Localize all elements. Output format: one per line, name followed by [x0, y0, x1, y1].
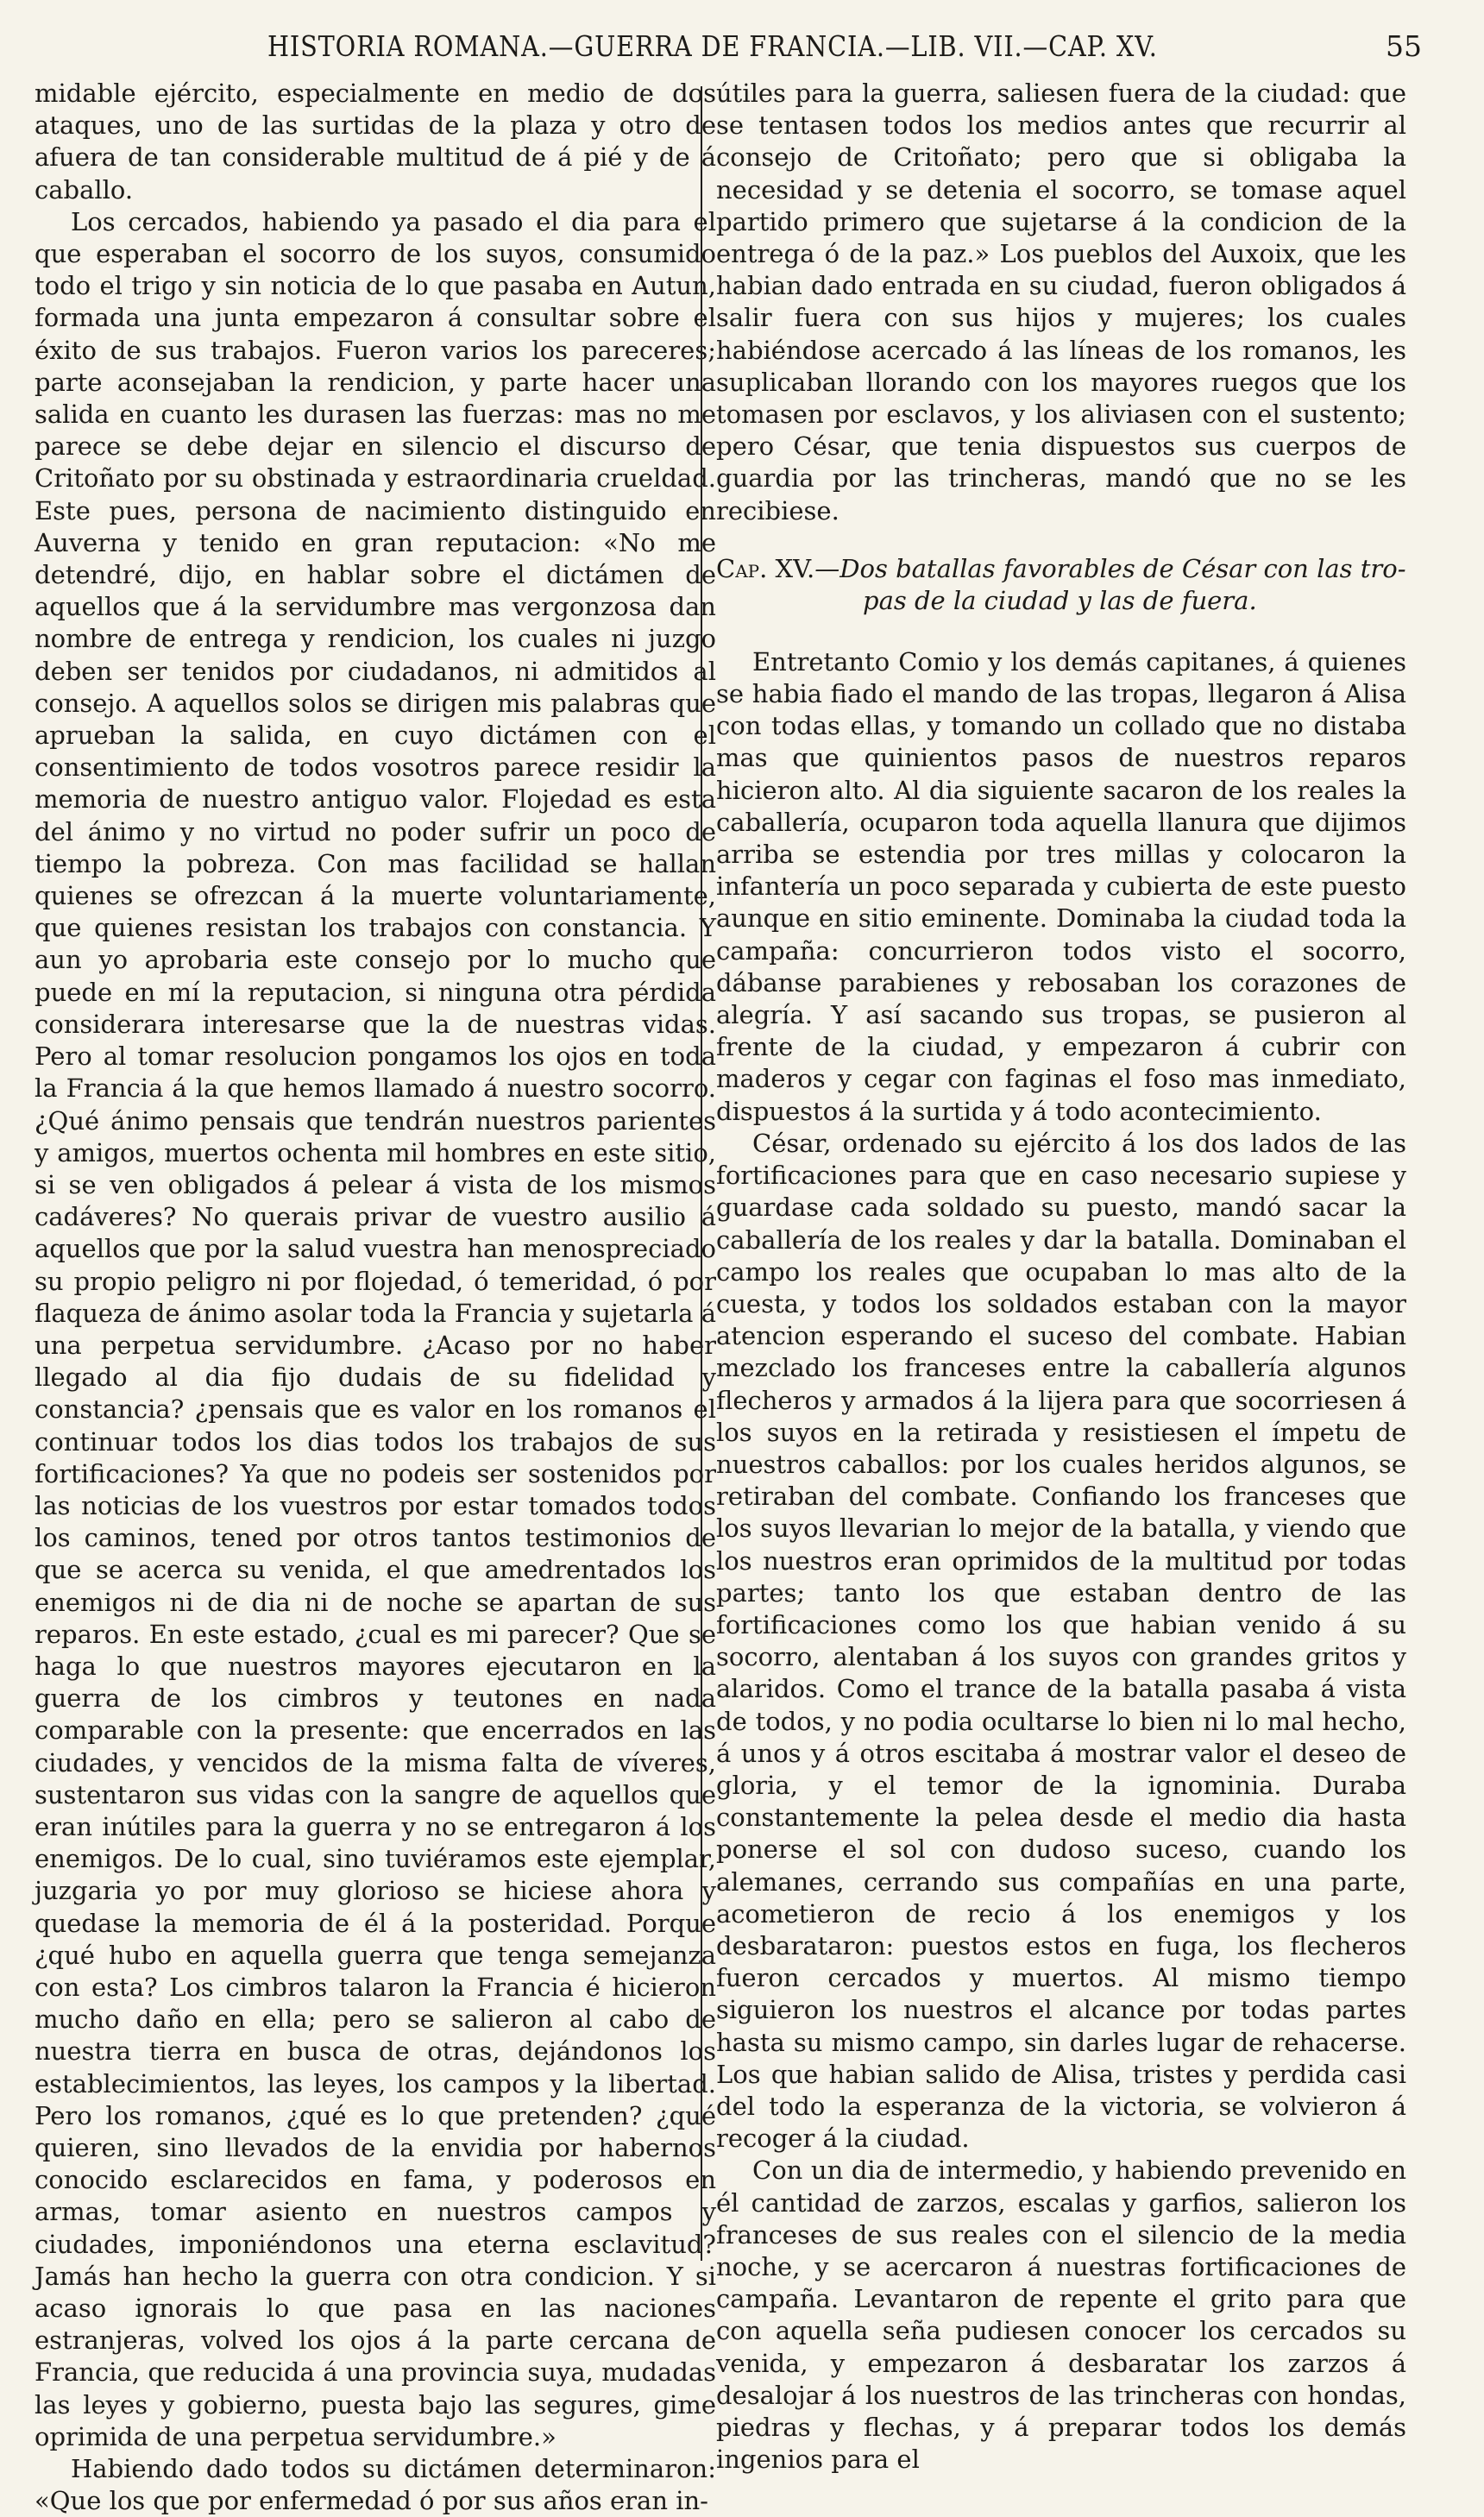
page-header [0, 17, 1484, 69]
paragraph: Los cercados, habiendo ya pasado el dia para el que esperaban el socorro de los suyos, consumido todo el trigo y sin noticia de lo que pasaba en Autun, formada una junta empezaron á consultar sobre el éxito de sus trabajos. Fueron varios los pareceres; parte aconsejaban la rendicion, y parte hacer una salida en cuanto les durasen las fuerzas: mas no me parece se debe dejar en silencio el discurso de Critoñato por su obstinada y estraordinaria crueldad. Este pues, persona de nacimiento distinguido en Auverna y tenido en gran reputacion: «No me detendré, dijo, en hablar sobre el dictámen de aquellos que á la servidumbre mas vergonzosa dan nombre de entrega y rendicion, los cuales ni juzgo deben ser tenidos por ciudadanos, ni admitidos al consejo. A aquellos solos se dirigen mis palabras que aprueban la salida, en cuyo dictámen con el consentimiento de todos vosotros parece residir la memoria de nuestro antiguo valor. Flojedad es esta del ánimo y no virtud no poder sufrir un poco de tiempo la pobreza. Con mas facilidad se hallan quienes se ofrezcan á la muerte voluntariamente, que quienes resistan los trabajos con constancia. Y aun yo aprobaria este consejo por lo mucho que puede en mí la reputacion, si ninguna otra pérdida considerara interesarse que la de nuestras vidas. Pero al tomar resolucion pongamos los ojos en toda la Francia á la que hemos llamado á nuestro socorro. ¿Qué ánimo pensais que tendrán nuestros parientes y amigos, muertos ochenta mil hombres en este sitio, si se ven obligados á pelear á vista de los mismos cadáveres? No querais privar de vuestro ausilio á aquellos que por la salud vuestra han menospreciado su propio peligro ni por flojedad, ó temeridad, ó por flaqueza de ánimo asolar toda la Francia y sujetarla á una perpetua servidumbre. ¿Acaso por no haber llegado al dia fijo dudais de su fidelidad y constancia? ¿pensais que es valor en los romanos el continuar todos los dias todos los trabajos de sus fortificaciones? Ya que no podeis ser sostenidos por las noticias de los vuestros por estar tomados todos los caminos, tened por otros tantos testimonios de que se acerca su venida, el que amedrentados los enemigos ni de dia ni de noche se apartan de sus reparos. En este estado, ¿cual es mi parecer? Que se haga lo que nuestros mayores ejecutaron en la guerra de los cimbros y teutones en nada comparable con la presente: que encerrados en las ciudades, y vencidos de la misma falta de víveres, sustentaron sus vidas con la sangre de aquellos que eran inútiles para la guerra y no se entregaron á los enemigos. De lo cual, sino tuviéramos este ejemplar, juzgaria yo por muy glorioso se hiciese ahora y quedase la memoria de él á la posteridad. Porque ¿qué hubo en aquella guerra que tenga semejanza con esta? Los cimbros talaron la Francia é hicieron mucho daño en ella; pero se salieron al cabo de nuestra tierra en busca de otras, dejándonos los establecimientos, las leyes, los campos y la libertad. Pero los romanos, ¿qué es lo que pretenden? ¿qué quieren, sino llevados de la envidia por habernos conocido esclarecidos en fama, y poderosos en armas, tomar asiento en nuestros campos y ciudades, imponiéndonos una eterna esclavitud? Jamás han hecho la guerra con otra condicion. Y si acaso ignorais lo que pasa en las naciones estranjeras, volved los ojos á la parte cercana de Francia, que reducida á una provincia suya, mudadas las leyes y gobierno, puesta bajo las segures, gime oprimida de una perpetua servidumbre.» [35, 206, 716, 2451]
paragraph: Entretanto Comio y los demás capitanes, á quienes se habia fiado el mando de las tropas, llegaron á Alisa con todas ellas, y tomando un collado que no distaba mas que quinientos pasos de nuestros reparos hicieron alto. Al dia siguiente sacaron de los reales la caballería, ocuparon toda aquella llanura que dijimos arriba se estendia por tres millas y colocaron la infantería un poco separada y cubierta de este puesto aunque en sitio eminente. Dominaba la ciudad toda la campaña: concurrieron todos visto el socorro, dábanse parabienes y rebosaban los corazones de alegría. Y así sacando sus tropas, se pusieron al frente de la ciudad, y empezaron á cubrir con maderos y cegar con faginas el foso mas inmediato, dispuestos á la surtida y á todo acontecimiento. [716, 646, 1406, 1126]
running-title: HISTORIA ROMANA.—GUERRA DE FRANCIA.—LIB. VII.—CAP. XV. [267, 29, 1158, 63]
chapter-heading [716, 553, 1406, 617]
paragraph: útiles para la guerra, saliesen fuera de la ciudad: que se tentasen todos los medios antes que recurrir al consejo de Critoñato; pero que si obligaba la necesidad y se detenia el socorro, se tomase aquel partido primero que sujetarse á la condicion de la entrega ó de la paz.» Los pueblos del Auxoix, que les habian dado entrada en su ciudad, fueron obligados á salir fuera con sus hijos y mujeres; los cuales habiéndose acercado á las líneas de los romanos, les suplicaban llorando con los mayores ruegos que los tomasen por esclavos, y los aliviasen con el sustento; pero César, que tenia dispuestos sus cuerpos de guardia por las trincheras, mandó que no se les recibiese. [716, 79, 1406, 525]
right-column [716, 78, 1406, 2476]
paragraph: Habiendo dado todos su dictámen determinaron: «Que los que por enfermedad ó por sus años eran in- [35, 2454, 716, 2516]
paragraph: César, ordenado su ejército á los dos lados de las fortificaciones para que en caso necesario supiese y guardase cada soldado su puesto, mandó sacar la caballería de los reales y dar la batalla. Dominaban el campo los reales que ocupaban lo mas alto de la cuesta, y todos los soldados estaban con la mayor atencion esperando el suceso del combate. Habian mezclado los franceses entre la caballería algunos flecheros y armados á la lijera para que socorriesen á los suyos en la retirada y resistiesen el ímpetu de nuestros caballos: por los cuales heridos algunos, se retiraban del combate. Confiando los franceses que los suyos llevarian lo mejor de la batalla, y viendo que los nuestros eran oprimidos de la multitud por todas partes; tanto los que estaban dentro de las fortificaciones como los que habian venido á su socorro, alentaban á los suyos con grandes gritos y alaridos. Como el trance de la batalla pasaba á vista de todos, y no podia ocultarse lo bien ni lo mal hecho, á unos y á otros escitaba á mostrar valor el deseo de gloria, y el temor de la ignominia. Duraba constantemente la pelea desde el medio dia hasta ponerse el sol con dudoso suceso, cuando los alemanes, cerrando sus compañías en una parte, acometieron de recio á los enemigos y los desbarataron: puestos estos en fuga, los flecheros fueron cercados y muertos. Al mismo tiempo siguieron los nuestros el alcance por todas partes hasta su mismo campo, sin darles lugar de rehacerse. Los que habian salido de Alisa, tristes y perdida casi del todo la esperanza de la victoria, se volvieron á recoger á la ciudad. [716, 1128, 1406, 2154]
left-column [35, 78, 716, 2517]
chapter-summary-line-1: —Dos batallas favorables de César con las tro- [814, 553, 1406, 583]
chapter-label: Cap. XV. [716, 553, 815, 583]
page-number: 55 [1386, 29, 1422, 63]
paragraph: Con un dia de intermedio, y habiendo prevenido en él cantidad de zarzos, escalas y garfios, salieron los franceses de sus reales con el silencio de la media noche, y se acercaron á nuestras fortificaciones de campaña. Levantaron de repente el grito para que con aquella seña pudiesen conocer los cercados su venida, y empezaron á desbaratar los zarzos á desalojar á los nuestros de las trincheras con hondas, piedras y flechas, y á preparar todos los demás ingenios para el [716, 2155, 1406, 2475]
chapter-summary-line-2: pas de la ciudad y las de fuera. [863, 585, 1257, 615]
paragraph: midable ejército, especialmente en medio de dos ataques, uno de las surtidas de la plaza y otro de afuera de tan considerable multitud de á pié y de á caballo. [35, 79, 716, 205]
